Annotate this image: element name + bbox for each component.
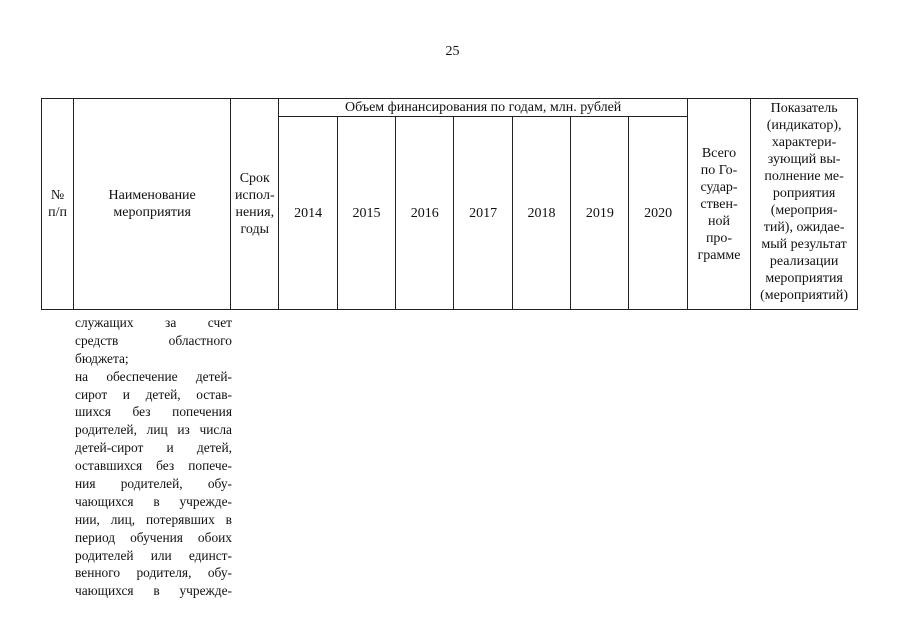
text-line: сирот и детей, остав-	[75, 386, 232, 402]
text-line: ния родителей, обу-	[75, 476, 232, 492]
text-line: шихся без попечения	[75, 404, 232, 420]
header-num-line: №	[50, 188, 65, 203]
header-num-cell	[42, 99, 74, 310]
header-total-line: Всего	[701, 145, 737, 161]
year-2017: 2017	[454, 117, 512, 310]
header-total-line: ствен-	[700, 196, 738, 212]
header-total-line: ной	[708, 213, 730, 229]
text-line: родителей, лиц из числа	[75, 422, 232, 438]
continuation-text	[75, 314, 232, 600]
header-name-line: Наименование	[108, 188, 196, 203]
header-indicator-line: мероприятия	[765, 271, 843, 286]
page-number: 25	[445, 44, 460, 59]
year-2015: 2015	[337, 117, 395, 310]
header-indicator-line: тий), ожидае-	[763, 220, 845, 235]
header-num-line: п/п	[48, 205, 68, 220]
text-line: средств областного	[75, 332, 232, 348]
header-indicator-line: реализации	[769, 254, 839, 269]
header-term-line: Срок	[239, 171, 270, 186]
text-line: детей-сирот и детей,	[75, 440, 232, 456]
year-2019: 2019	[571, 117, 629, 310]
header-name-cell	[74, 99, 231, 310]
header-term-cell	[231, 99, 279, 310]
header-term-line: испол-	[234, 188, 275, 203]
header-indicator-line: (индикатор),	[766, 118, 842, 133]
year-2014: 2014	[279, 117, 337, 310]
text-line: чающихся в учрежде-	[75, 583, 232, 599]
text-line: нии, лиц, потерявших в	[75, 511, 232, 527]
header-indicator-line: роприятия	[772, 186, 836, 201]
header-indicator-line: полнение ме-	[764, 169, 844, 184]
header-total-line: про-	[705, 230, 733, 246]
text-line: венного родителя, обу-	[75, 565, 232, 581]
header-total-line: грамме	[697, 247, 741, 263]
year-2020: 2020	[629, 117, 687, 310]
text-line: бюджета;	[75, 350, 129, 366]
header-total-line: судар-	[700, 179, 738, 195]
text-line: чающихся в учрежде-	[75, 493, 232, 509]
text-line: родителей или единст-	[75, 547, 232, 563]
year-2018: 2018	[512, 117, 570, 310]
text-line: на обеспечение детей-	[75, 368, 232, 384]
header-indicator-line: зующий вы-	[767, 152, 841, 167]
header-indicator-line: мый результат	[761, 237, 847, 252]
header-total-line: по Го-	[700, 162, 738, 178]
text-line: служащих за счет	[75, 315, 232, 330]
header-indicator-line: характери-	[771, 135, 837, 150]
header-term-line: нения,	[235, 205, 275, 220]
header-total-cell	[687, 99, 750, 310]
header-term-line: годы	[240, 222, 270, 237]
header-indicator-cell	[751, 99, 858, 310]
header-name-line: мероприятия	[113, 205, 191, 220]
year-2016: 2016	[396, 117, 454, 310]
header-indicator-line: Показатель	[770, 101, 838, 116]
text-line: период обучения обоих	[75, 529, 232, 545]
header-indicator-line: (мероприятий)	[760, 288, 849, 303]
header-table	[41, 98, 858, 310]
header-funding-title: Объем финансирования по годам, млн. рублей	[279, 99, 687, 117]
text-line: оставшихся без попече-	[75, 458, 232, 474]
header-indicator-line: (мероприя-	[770, 203, 838, 218]
